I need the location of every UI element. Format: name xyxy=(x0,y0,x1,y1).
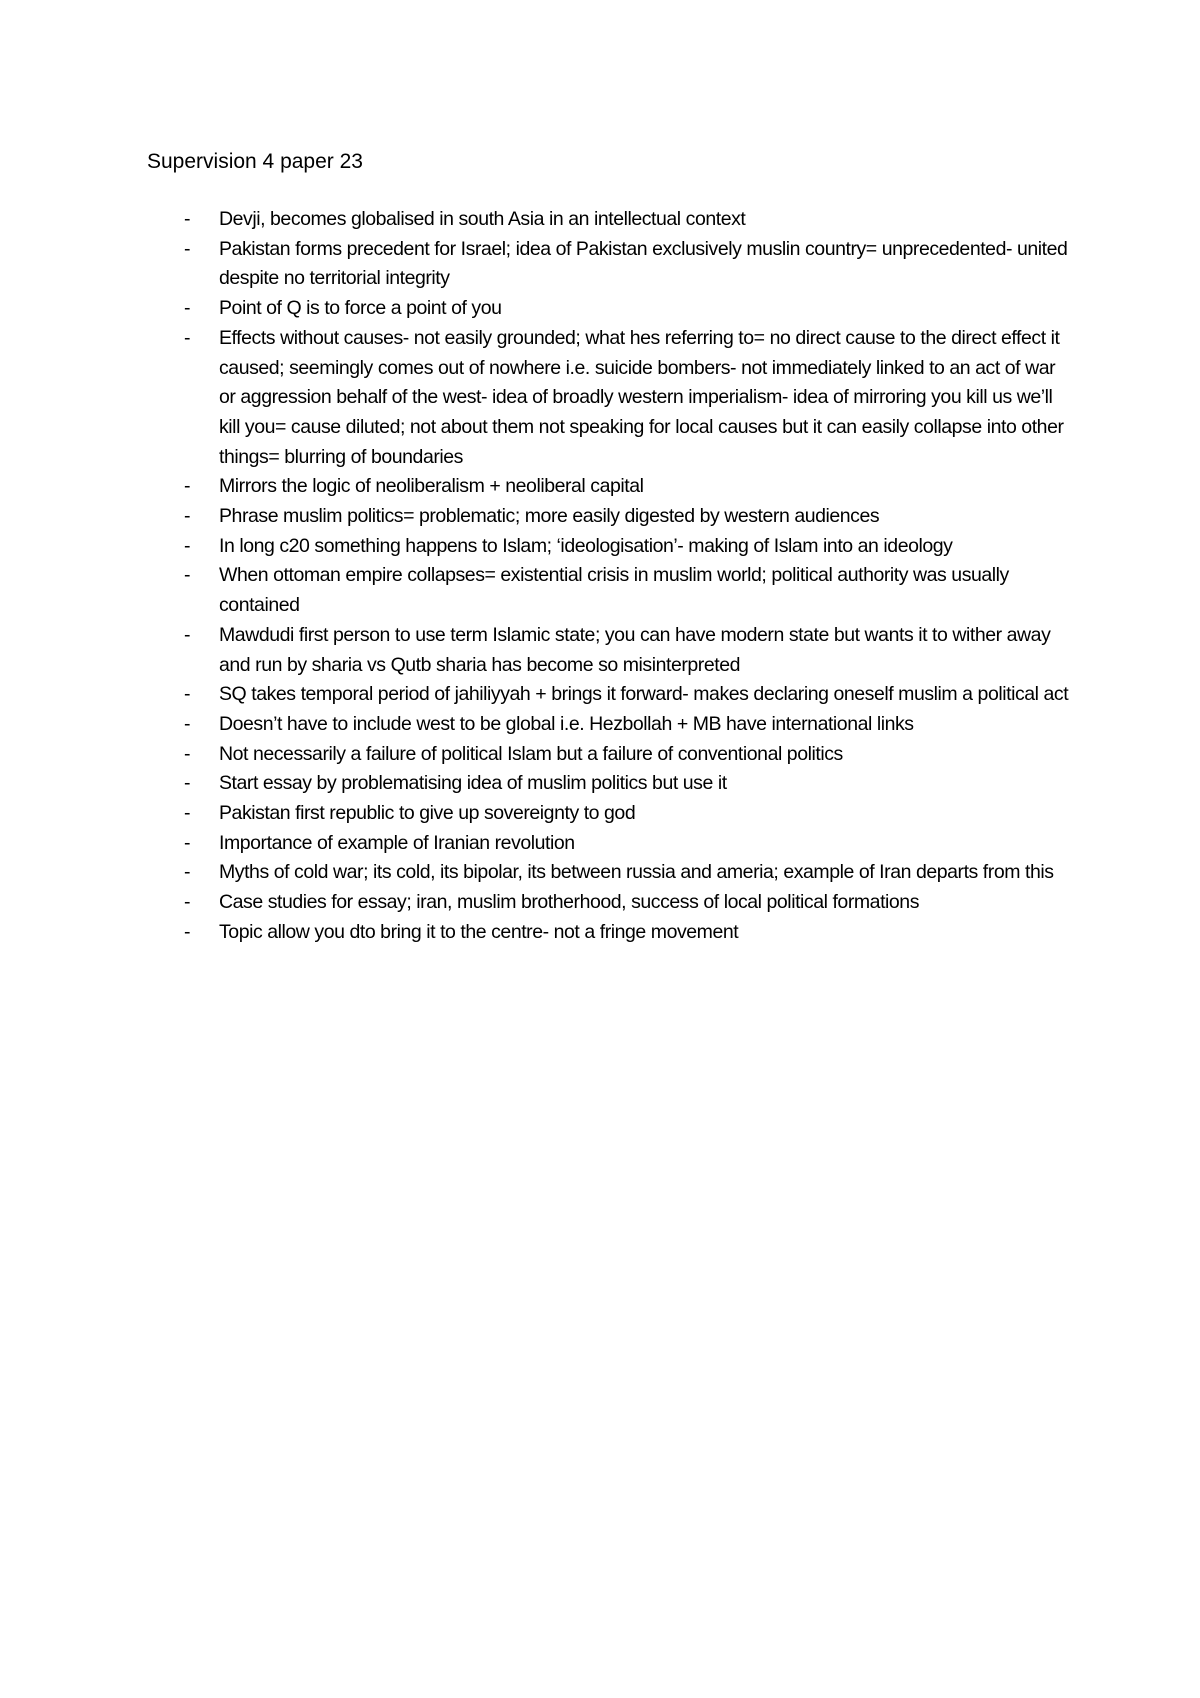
list-item-text: Topic allow you dto bring it to the centre- not a fringe movement xyxy=(219,920,739,943)
list-item xyxy=(147,858,1072,888)
list-item-text: Mirrors the logic of neoliberalism + neoliberal capital xyxy=(219,475,644,498)
bullet-dash: - xyxy=(184,683,191,706)
bullet-dash: - xyxy=(184,297,191,320)
bullet-dash: - xyxy=(184,920,191,943)
bullet-dash: - xyxy=(184,564,191,587)
list-item-text: SQ takes temporal period of jahiliyyah + brings it forward- makes declaring oneself muslim a political act xyxy=(219,683,1069,706)
list-item-text: Mawdudi first person to use term Islamic state; you can have modern state but wants it to wither away and run by sharia vs Qutb sharia has become so misinterpreted xyxy=(219,623,1051,676)
list-item-text: Pakistan first republic to give up sovereignty to god xyxy=(219,802,636,825)
bullet-dash: - xyxy=(184,742,191,765)
bullet-dash: - xyxy=(184,802,191,825)
list-item xyxy=(147,502,1072,532)
bullet-dash: - xyxy=(184,712,191,735)
list-item xyxy=(147,294,1072,324)
bullet-dash: - xyxy=(184,326,191,349)
list-item xyxy=(147,532,1072,562)
list-item-text: Case studies for essay; iran, muslim brotherhood, success of local political formations xyxy=(219,891,920,914)
list-item-text: Devji, becomes globalised in south Asia in an intellectual context xyxy=(219,208,746,230)
list-item-text: In long c20 something happens to Islam; ‘ideologisation’- making of Islam into an ideology xyxy=(219,534,953,557)
bullet-dash: - xyxy=(184,623,191,646)
notes-list xyxy=(147,205,1072,948)
list-item-text: Importance of example of Iranian revolution xyxy=(219,831,575,854)
list-item-text: Not necessarily a failure of political Islam but a failure of conventional politics xyxy=(219,742,843,765)
bullet-dash: - xyxy=(184,237,191,260)
list-item-text: Effects without causes- not easily grounded; what hes referring to= no direct cause to the direct effect it caused; seemingly comes out of nowhere i.e. suicide bombers- not immediately linked to an act of war or aggression behalf of the west- idea of broadly western imperialism- idea of mirroring you kill us we’ll kill you= cause diluted; not about them not speaking for local causes but it can easily collapse into other things= blurring of boundaries xyxy=(219,326,1064,468)
list-item-text: Point of Q is to force a point of you xyxy=(219,297,502,320)
list-item xyxy=(147,918,1072,948)
list-item xyxy=(147,472,1072,502)
list-item xyxy=(147,710,1072,740)
list-item-text: Doesn’t have to include west to be global i.e. Hezbollah + MB have international links xyxy=(219,712,914,735)
list-item xyxy=(147,561,1072,620)
list-item-text: Myths of cold war; its cold, its bipolar, its between russia and ameria; example of Iran departs from this xyxy=(219,861,1054,884)
list-item xyxy=(147,740,1072,770)
list-item-text: Pakistan forms precedent for Israel; idea of Pakistan exclusively muslin country= unprecedented- united despite no territorial integrity xyxy=(219,237,1068,290)
bullet-dash: - xyxy=(184,505,191,528)
list-item-text: When ottoman empire collapses= existential crisis in muslim world; political authority was usually contained xyxy=(219,564,1009,617)
list-item-text: Phrase muslim politics= problematic; more easily digested by western audiences xyxy=(219,505,880,528)
list-item xyxy=(147,680,1072,710)
list-item xyxy=(147,621,1072,680)
bullet-dash: - xyxy=(184,891,191,914)
list-item xyxy=(147,324,1072,473)
bullet-dash: - xyxy=(184,831,191,854)
list-item xyxy=(147,799,1072,829)
bullet-dash: - xyxy=(184,861,191,884)
list-item xyxy=(147,769,1072,799)
list-item xyxy=(147,829,1072,859)
list-item xyxy=(147,888,1072,918)
bullet-dash: - xyxy=(184,475,191,498)
list-item-text: Start essay by problematising idea of muslim politics but use it xyxy=(219,772,727,795)
page-title: Supervision 4 paper 23 xyxy=(147,150,363,173)
list-item xyxy=(147,205,1072,235)
bullet-dash: - xyxy=(184,772,191,795)
list-item xyxy=(147,235,1072,294)
bullet-dash: - xyxy=(184,208,191,230)
bullet-dash: - xyxy=(184,534,191,557)
